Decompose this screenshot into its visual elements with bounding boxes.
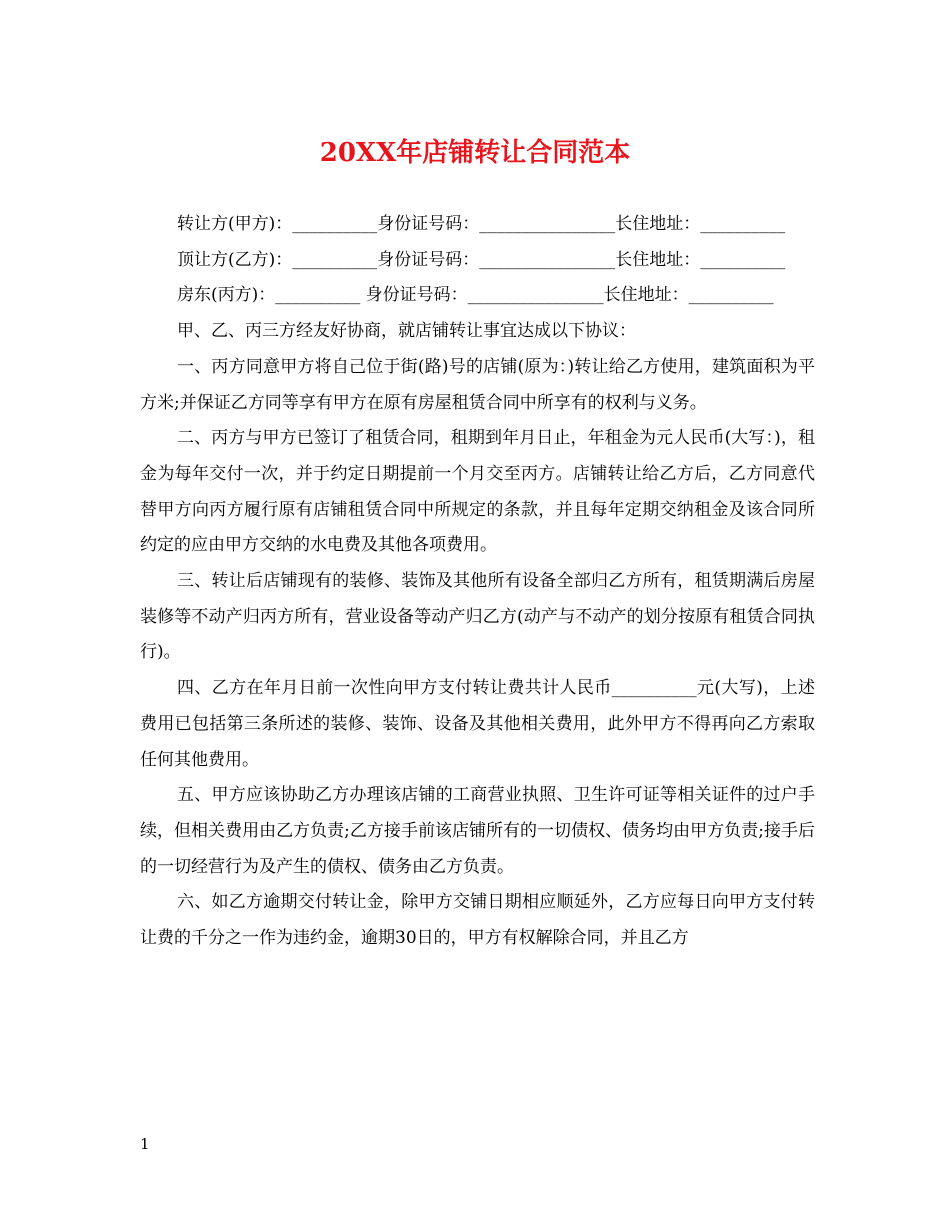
document-title: 20XX年店铺转让合同范本 <box>319 138 631 168</box>
clause-1: 一、丙方同意甲方将自己位于街(路)号的店铺(原为：)转让给乙方使用，建筑面积为平方米;并保证乙方同等享有甲方在原有房屋租赁合同中所享有的权利与义务。 <box>140 356 815 413</box>
clause-3: 三、转让后店铺现有的装修、装饰及其他所有设备全部归乙方所有，租赁期满后房屋装修等不动产归丙方所有，营业设备等动产归乙方(动产与不动产的划分按原有租赁合同执行)。 <box>140 571 815 663</box>
party-c-line: 房东(丙方)：__________ 身份证号码：________________长住地址：__________ <box>177 285 774 306</box>
document-body <box>140 207 815 957</box>
page-number: 1 <box>140 1135 150 1153</box>
party-b-line: 顶让方(乙方)：__________身份证号码：________________长住地址：__________ <box>177 249 786 270</box>
clause-4: 四、乙方在年月日前一次性向甲方支付转让费共计人民币__________元(大写)，上述费用已包括第三条所述的装修、装饰、设备及其他相关费用，此外甲方不得再向乙方索取任何其他费用。 <box>140 678 815 770</box>
party-a-line: 转让方(甲方)：__________身份证号码：________________长住地址：__________ <box>177 214 786 234</box>
clause-5: 五、甲方应该协助乙方办理该店铺的工商营业执照、卫生许可证等相关证件的过户手续，但相关费用由乙方负责;乙方接手前该店铺所有的一切债权、债务均由甲方负责;接手后的一切经营行为及产生的债权、债务由乙方负责。 <box>140 785 815 877</box>
clause-6: 六、如乙方逾期交付转让金，除甲方交铺日期相应顺延外，乙方应每日向甲方支付转让费的千分之一作为违约金，逾期30日的，甲方有权解除合同，并且乙方 <box>140 892 815 949</box>
agreement-intro: 甲、乙、丙三方经友好协商，就店铺转让事宜达成以下协议： <box>177 321 636 342</box>
clause-2: 二、丙方与甲方已签订了租赁合同，租期到年月日止，年租金为元人民币(大写：)，租金为每年交付一次，并于约定日期提前一个月交至丙方。店铺转让给乙方后，乙方同意代替甲方向丙方履行原有店铺租赁合同中所规定的条款，并且每年定期交纳租金及该合同所约定的应由甲方交纳的水电费及其他各项费用。 <box>140 428 815 556</box>
